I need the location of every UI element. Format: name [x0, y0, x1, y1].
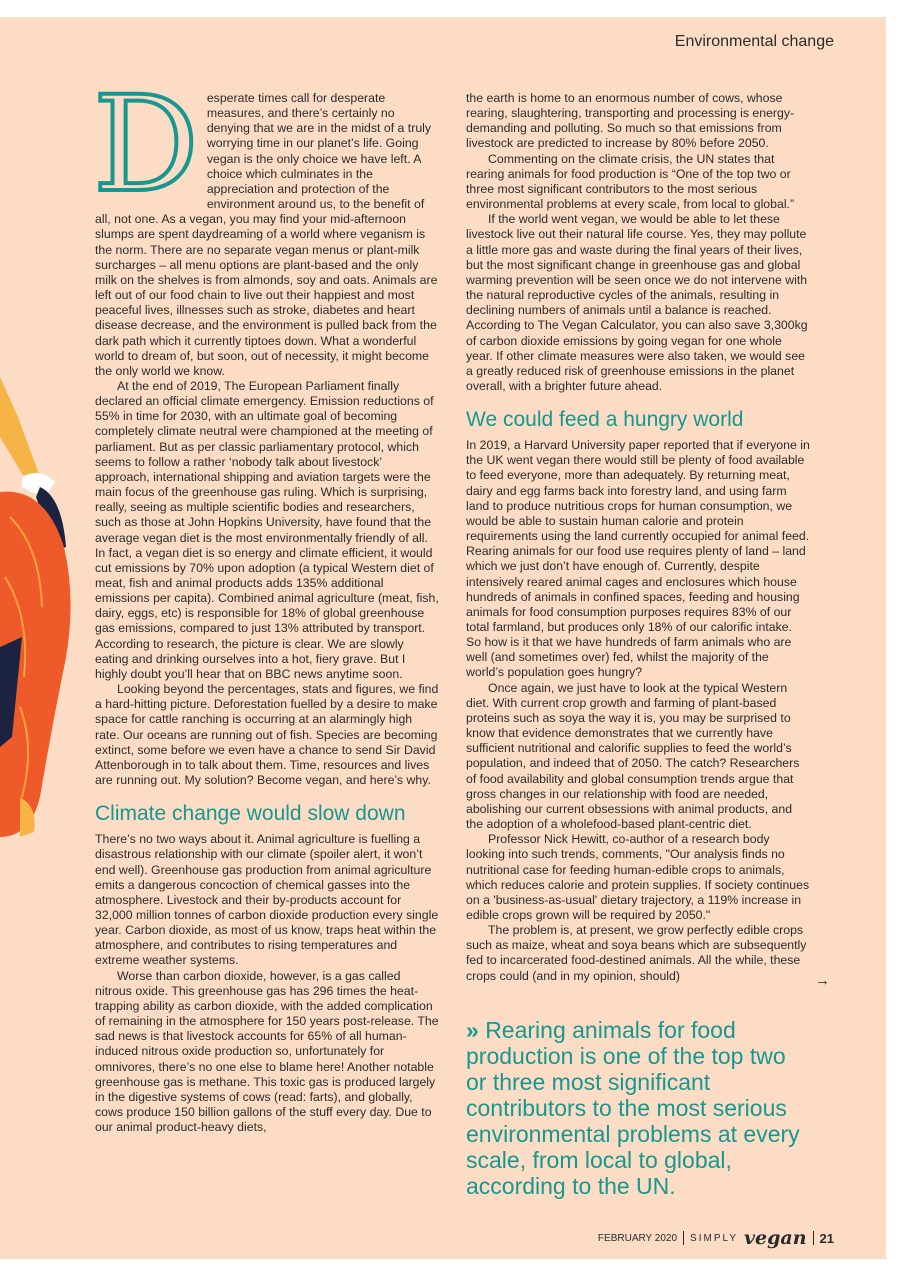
woman-hair-illustration [0, 377, 80, 837]
quote-mark-icon: » [466, 1017, 479, 1043]
section-label: Environmental change [674, 33, 834, 50]
section-heading: We could feed a hungry world [466, 408, 744, 432]
paragraph: At the end of 2019, The European Parliament finally declared an official climate emergency. Emission reductions of 55% in time for 2030, with an ultimate goal of becoming completely climate neutral were championed at the meeting of parliament. But as per classic parliamentary protocol, which seems to follow a rather ‘nobody talk about livestock’ approach, international shipping and aviation targets were the main focus of the greenhouse gas ruling. Which is surprising, really, seeing as multiple scientific bodies and researchers, such as those at John Hopkins University, have found that the average vegan diet is the most environmentally friendly of all. In fact, a vegan diet is so energy and climate efficient, it would cut emissions by 70% upon adoption (a typical Western diet of meat, fish and animal products adds 135% additional emissions per capita). Combined animal agriculture (meat, fish, dairy, eggs, etc) is responsible for 18% of global greenhouse gas emissions, compared to just 13% attributed by transport. According to research, the picture is clear. We are slowly eating and drinking ourselves into a hot, fiery grave. But I highly doubt you’ll hear that on BBC news anytime soon. [95, 378, 439, 681]
paragraph: The problem is, at present, we grow perfectly edible crops such as maize, wheat and soya beans which are subsequently fed to incarcerated food-destined animals. All the while, these crops could (and in my opinion, should) [466, 923, 807, 983]
paragraph: Commenting on the climate crisis, the UN states that rearing animals for food production is “One of the top two or three most significant contributors to the most serious environmental problems at every scale, from local to global.” [466, 151, 795, 212]
dropcap: D [93, 68, 199, 222]
paragraph: In 2019, a Harvard University paper reported that if everyone in the UK went vegan there would still be plenty of food available to feed everyone, more than adequately. By returning meat, dairy and egg farms back into forestry land, and using farm land to produce nutritious crops for human consumption, we would be able to sustain human calorie and protein requirements using the land currently occupied for animal feed. Rearing animals for our food use requires plenty of land – land which we just don’t have enough of. Currently, despite intensively reared animal cages and enclosures which house hundreds of animals in confined spaces, feeding and housing animals for food consumption purposes requires 83% of our total farmland, but produces only 18% of our calorific intake. So how is it that we have hundreds of farm animals who are well (and sometimes over) fed, whilst the majority of the world’s population goes hungry? [466, 438, 810, 680]
paragraph: If the world went vegan, we would be able to let these livestock live out their natural life course. Yes, they may pollute a little more gas and waste during the final years of their lives, but the most significant change in greenhouse gas and global warming prevention will be seen once we do not intervene with the natural reproductive cycles of the animals, resulting in declining numbers of animals until a balance is reached. According to The Vegan Calculator, you can also save 3,300kg of carbon dioxide emissions by going vegan for one whole year. If other climate measures were also taken, we would see a greatly reduced risk of greenhouse emissions in the planet overall, with a brighter future ahead. [466, 212, 808, 393]
paragraph: Looking beyond the percentages, stats and figures, we find a hard-hitting picture. Deforestation fuelled by a desire to make space for cattle ranching is occurring at an alarmingly high rate. Our oceans are running out of fish. Species are becoming extinct, some before we even have a chance to send Sir David Attenborough in to talk about them. Time, resources and lives are running out. My solution? Become vegan, and here’s why. [95, 682, 439, 788]
magazine-page [0, 17, 886, 1259]
pull-quote [466, 1017, 806, 1199]
issue-date: FEBRUARY 2020 [597, 1232, 678, 1244]
paragraph: There’s no two ways about it. Animal agriculture is fuelling a disastrous relationship with our climate (spoiler alert, it won’t end well). Greenhouse gas production from animal agriculture emits a dangerous concoction of chemical gasses into the atmosphere. Livestock and their by-products account for 32,000 million tonnes of carbon dioxide production every single year. Carbon dioxide, as most of us know, traps heat within the atmosphere, and contributes to rising temperatures and extreme weather systems. [95, 832, 439, 968]
article-column-right [466, 91, 810, 984]
continue-arrow-icon: → [815, 972, 830, 989]
article-column-left [93, 68, 439, 1135]
arm-shape [0, 377, 40, 487]
paragraph: esperate times call for desperate measures, and there’s certainly no denying that we are in the midst of a truly worrying time in our planet’s life. Going vegan is the only choice we have left. A choice which culminates in the appreciation and protection of the environment around us, to the benefit of all, not one. As a vegan, you may find your mid-afternoon slumps are spent daydreaming of a world where veganism is the norm. There are no separate vegan menus or plant-milk surcharges – all menu options are plant-based and the only milk on the shelves is from almonds, soy and oats. Animals are left out of our food chain to live out their happiest and most peaceful lives, illnesses such as stroke, diabetes and heart disease decrease, and the environment is pulled back from the dark path which it currently tiptoes down. What a wonderful world to dream of, but soon, out of necessity, it might become the only world we know. [95, 91, 438, 378]
paragraph: Professor Nick Hewitt, co-author of a research body looking into such trends, comments, "Our analysis finds no nutritional case for feeding human-edible crops to animals, which reduces calorie and protein supplies. If society continues on a 'business-as-usual' dietary trajectory, a 119% increase in edible crops grown will be required by 2050." [466, 832, 810, 922]
page-number: 21 [819, 1230, 834, 1246]
pull-quote-text: Rearing animals for food production is one of the top two or three most significant contributors to the most serious environmental problems at every scale, from local to global, according to the UN. [466, 1017, 800, 1199]
brand-vegan-logo: vegan [743, 1227, 807, 1249]
divider [813, 1231, 814, 1245]
brand-simply: SIMPLY [690, 1232, 738, 1244]
section-heading: Climate change would slow down [95, 802, 406, 826]
paragraph: Worse than carbon dioxide, however, is a gas called nitrous oxide. This greenhouse gas has 296 times the heat-trapping ability as carbon dioxide, with the added complication of remaining in the atmosphere for 150 years post-release. The sad news is that livestock accounts for 65% of all human-induced nitrous oxide production so, unfortunately for omnivores, there’s no one else to blame here! Another notable greenhouse gas is methane. This toxic gas is produced largely in the digestive systems of cows (read: farts), and globally, cows produce 150 billion gallons of the stuff every day. Due to our animal product-heavy diets, [95, 968, 439, 1135]
paragraph: Once again, we just have to look at the typical Western diet. With current crop growth and farming of plant-based proteins such as soya the way it is, you may be surprised to know that evidence demonstrates that we currently have sufficient nutritional and calorific supplies to feed the world’s population, and indeed that of 2050. The catch? Researchers of food availability and global consumption trends argue that gross changes in our relationship with food are needed, abolishing our current obsessions with animal products, and the adoption of a wholefood-based plant-centric diet. [466, 680, 800, 832]
page-footer [598, 1227, 834, 1249]
divider [683, 1231, 684, 1245]
paragraph: the earth is home to an enormous number of cows, whose rearing, slaughtering, transporting and processing is energy-demanding and polluting. So much so that emissions from livestock are predicted to increase by 80% before 2050. [466, 91, 795, 151]
